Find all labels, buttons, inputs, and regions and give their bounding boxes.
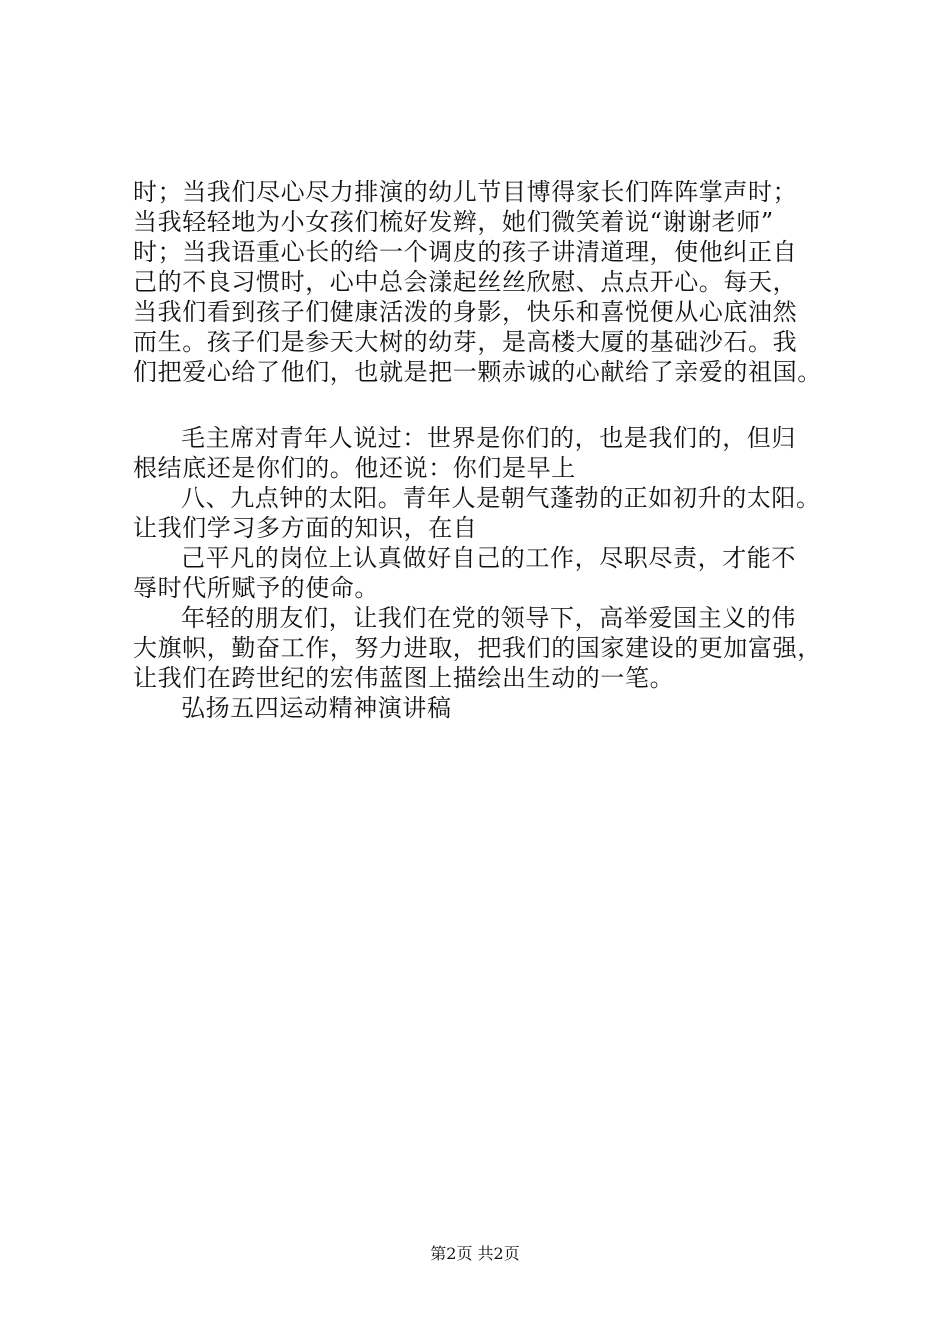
- text-line: 当我们看到孩子们健康活泼的身影，快乐和喜悦便从心底油然: [133, 298, 798, 326]
- text-line: 让我们在跨世纪的宏伟蓝图上描绘出生动的一笔。: [133, 664, 675, 692]
- text-line: 时；当我语重心长的给一个调皮的孩子讲清道理，使他纠正自: [133, 238, 798, 266]
- text-line: 八、九点钟的太阳。青年人是朝气蓬勃的正如初升的太阳。: [181, 484, 821, 512]
- text-line: 们把爱心给了他们，也就是把一颗赤诚的心献给了亲爱的祖国。: [133, 358, 822, 386]
- closing-title: 弘扬五四运动精神演讲稿: [181, 694, 452, 722]
- text-line: 己的不良习惯时，心中总会漾起丝丝欣慰、点点开心。每天，: [133, 268, 798, 296]
- text-line: 而生。孩子们是参天大树的幼芽，是高楼大厦的基础沙石。我: [133, 328, 798, 356]
- text-line: 大旗帜，勤奋工作，努力进取，把我们的国家建设的更加富强，: [133, 634, 822, 662]
- text-line: 年轻的朋友们，让我们在党的领导下，高举爱国主义的伟: [181, 604, 796, 632]
- page-footer: 第2页 共2页: [430, 1244, 520, 1263]
- text-line: 时；当我们尽心尽力排演的幼儿节目博得家长们阵阵掌声时；: [133, 178, 798, 206]
- text-line: 根结底还是你们的。他还说：你们是早上: [133, 454, 576, 482]
- text-line: 当我轻轻地为小女孩们梳好发辫，她们微笑着说“谢谢老师”: [133, 208, 774, 236]
- text-line: 让我们学习多方面的知识，在自: [133, 514, 478, 542]
- text-line: 己平凡的岗位上认真做好自己的工作，尽职尽责，才能不: [181, 544, 796, 572]
- text-line: 辱时代所赋予的使命。: [133, 574, 379, 602]
- text-line: 毛主席对青年人说过：世界是你们的，也是我们的，但归: [181, 424, 796, 452]
